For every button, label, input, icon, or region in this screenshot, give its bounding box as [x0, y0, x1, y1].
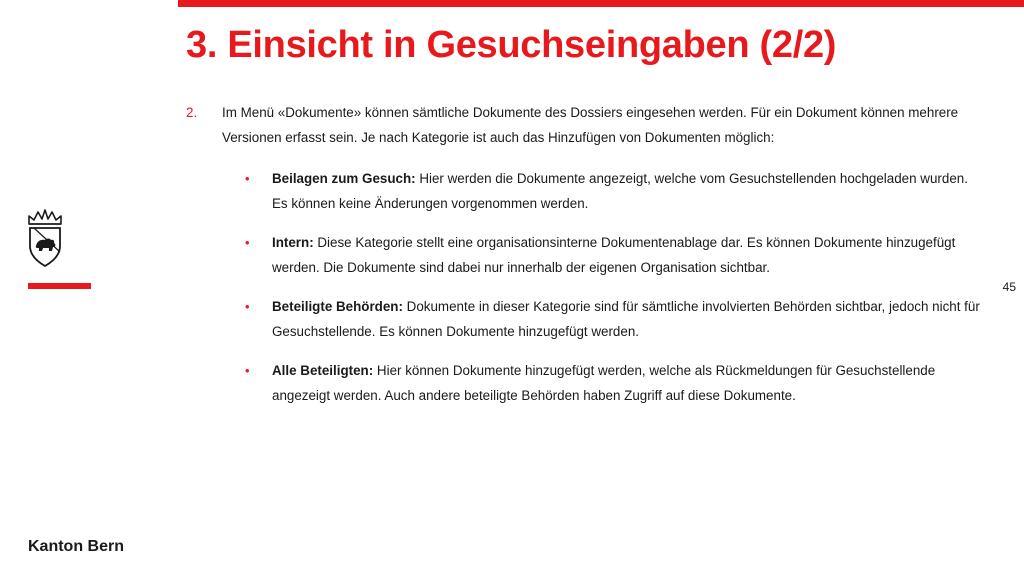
top-accent-bar: [178, 0, 1024, 7]
item-number: 2.: [186, 105, 198, 120]
bullet-item: [186, 230, 986, 280]
slide-title: 3. Einsicht in Gesuchseingaben (2/2): [186, 24, 837, 66]
bullet-text: Diese Kategorie stellt eine organisationsinterne Dokumentenablage dar. Es können Dokumente hinzugefügt werden. Die Dokumente sind dabei nur innerhalb der eigenen Organisation sichtbar.: [272, 235, 956, 275]
bullet-icon: •: [245, 171, 250, 186]
bullet-text: Hier können Dokumente hinzugefügt werden, welche als Rückmeldungen für Gesuchstellende angezeigt werden. Auch andere beteiligte Behörden haben Zugriff auf diese Dokumente.: [272, 363, 936, 403]
bullet-term: Beteiligte Behörden:: [272, 299, 403, 314]
item-text: Im Menü «Dokumente» können sämtliche Dokumente des Dossiers eingesehen werden. Für ein Dokument können mehrere Versionen erfasst sein. Je nach Kategorie ist auch das Hinzufügen von Dokumenten möglich:: [222, 105, 959, 145]
numbered-item: [186, 100, 986, 150]
bullet-icon: •: [245, 363, 250, 378]
bullet-item: [186, 358, 986, 408]
bullet-icon: •: [245, 235, 250, 250]
page-number: 45: [1002, 280, 1016, 294]
bullet-term: Alle Beteiligten:: [272, 363, 374, 378]
side-accent-bar: [28, 283, 91, 289]
slide-content: [186, 100, 986, 408]
bern-crest-icon: [25, 208, 65, 268]
bullet-item: [186, 294, 986, 344]
bullet-icon: •: [245, 299, 250, 314]
bullet-item: [186, 166, 986, 216]
bullet-term: Intern:: [272, 235, 314, 250]
bullet-text: Hier werden die Dokumente angezeigt, welche vom Gesuchstellenden hochgeladen wurden. Es können keine Änderungen vorgenommen werden.: [272, 171, 968, 211]
bullet-text: Dokumente in dieser Kategorie sind für sämtliche involvierten Behörden sichtbar, jedoch nicht für Gesuchstellende. Es können Dokumente hinzugefügt werden.: [272, 299, 980, 339]
bullet-term: Beilagen zum Gesuch:: [272, 171, 416, 186]
footer-label: Kanton Bern: [28, 538, 124, 555]
bullet-list: [186, 166, 986, 408]
